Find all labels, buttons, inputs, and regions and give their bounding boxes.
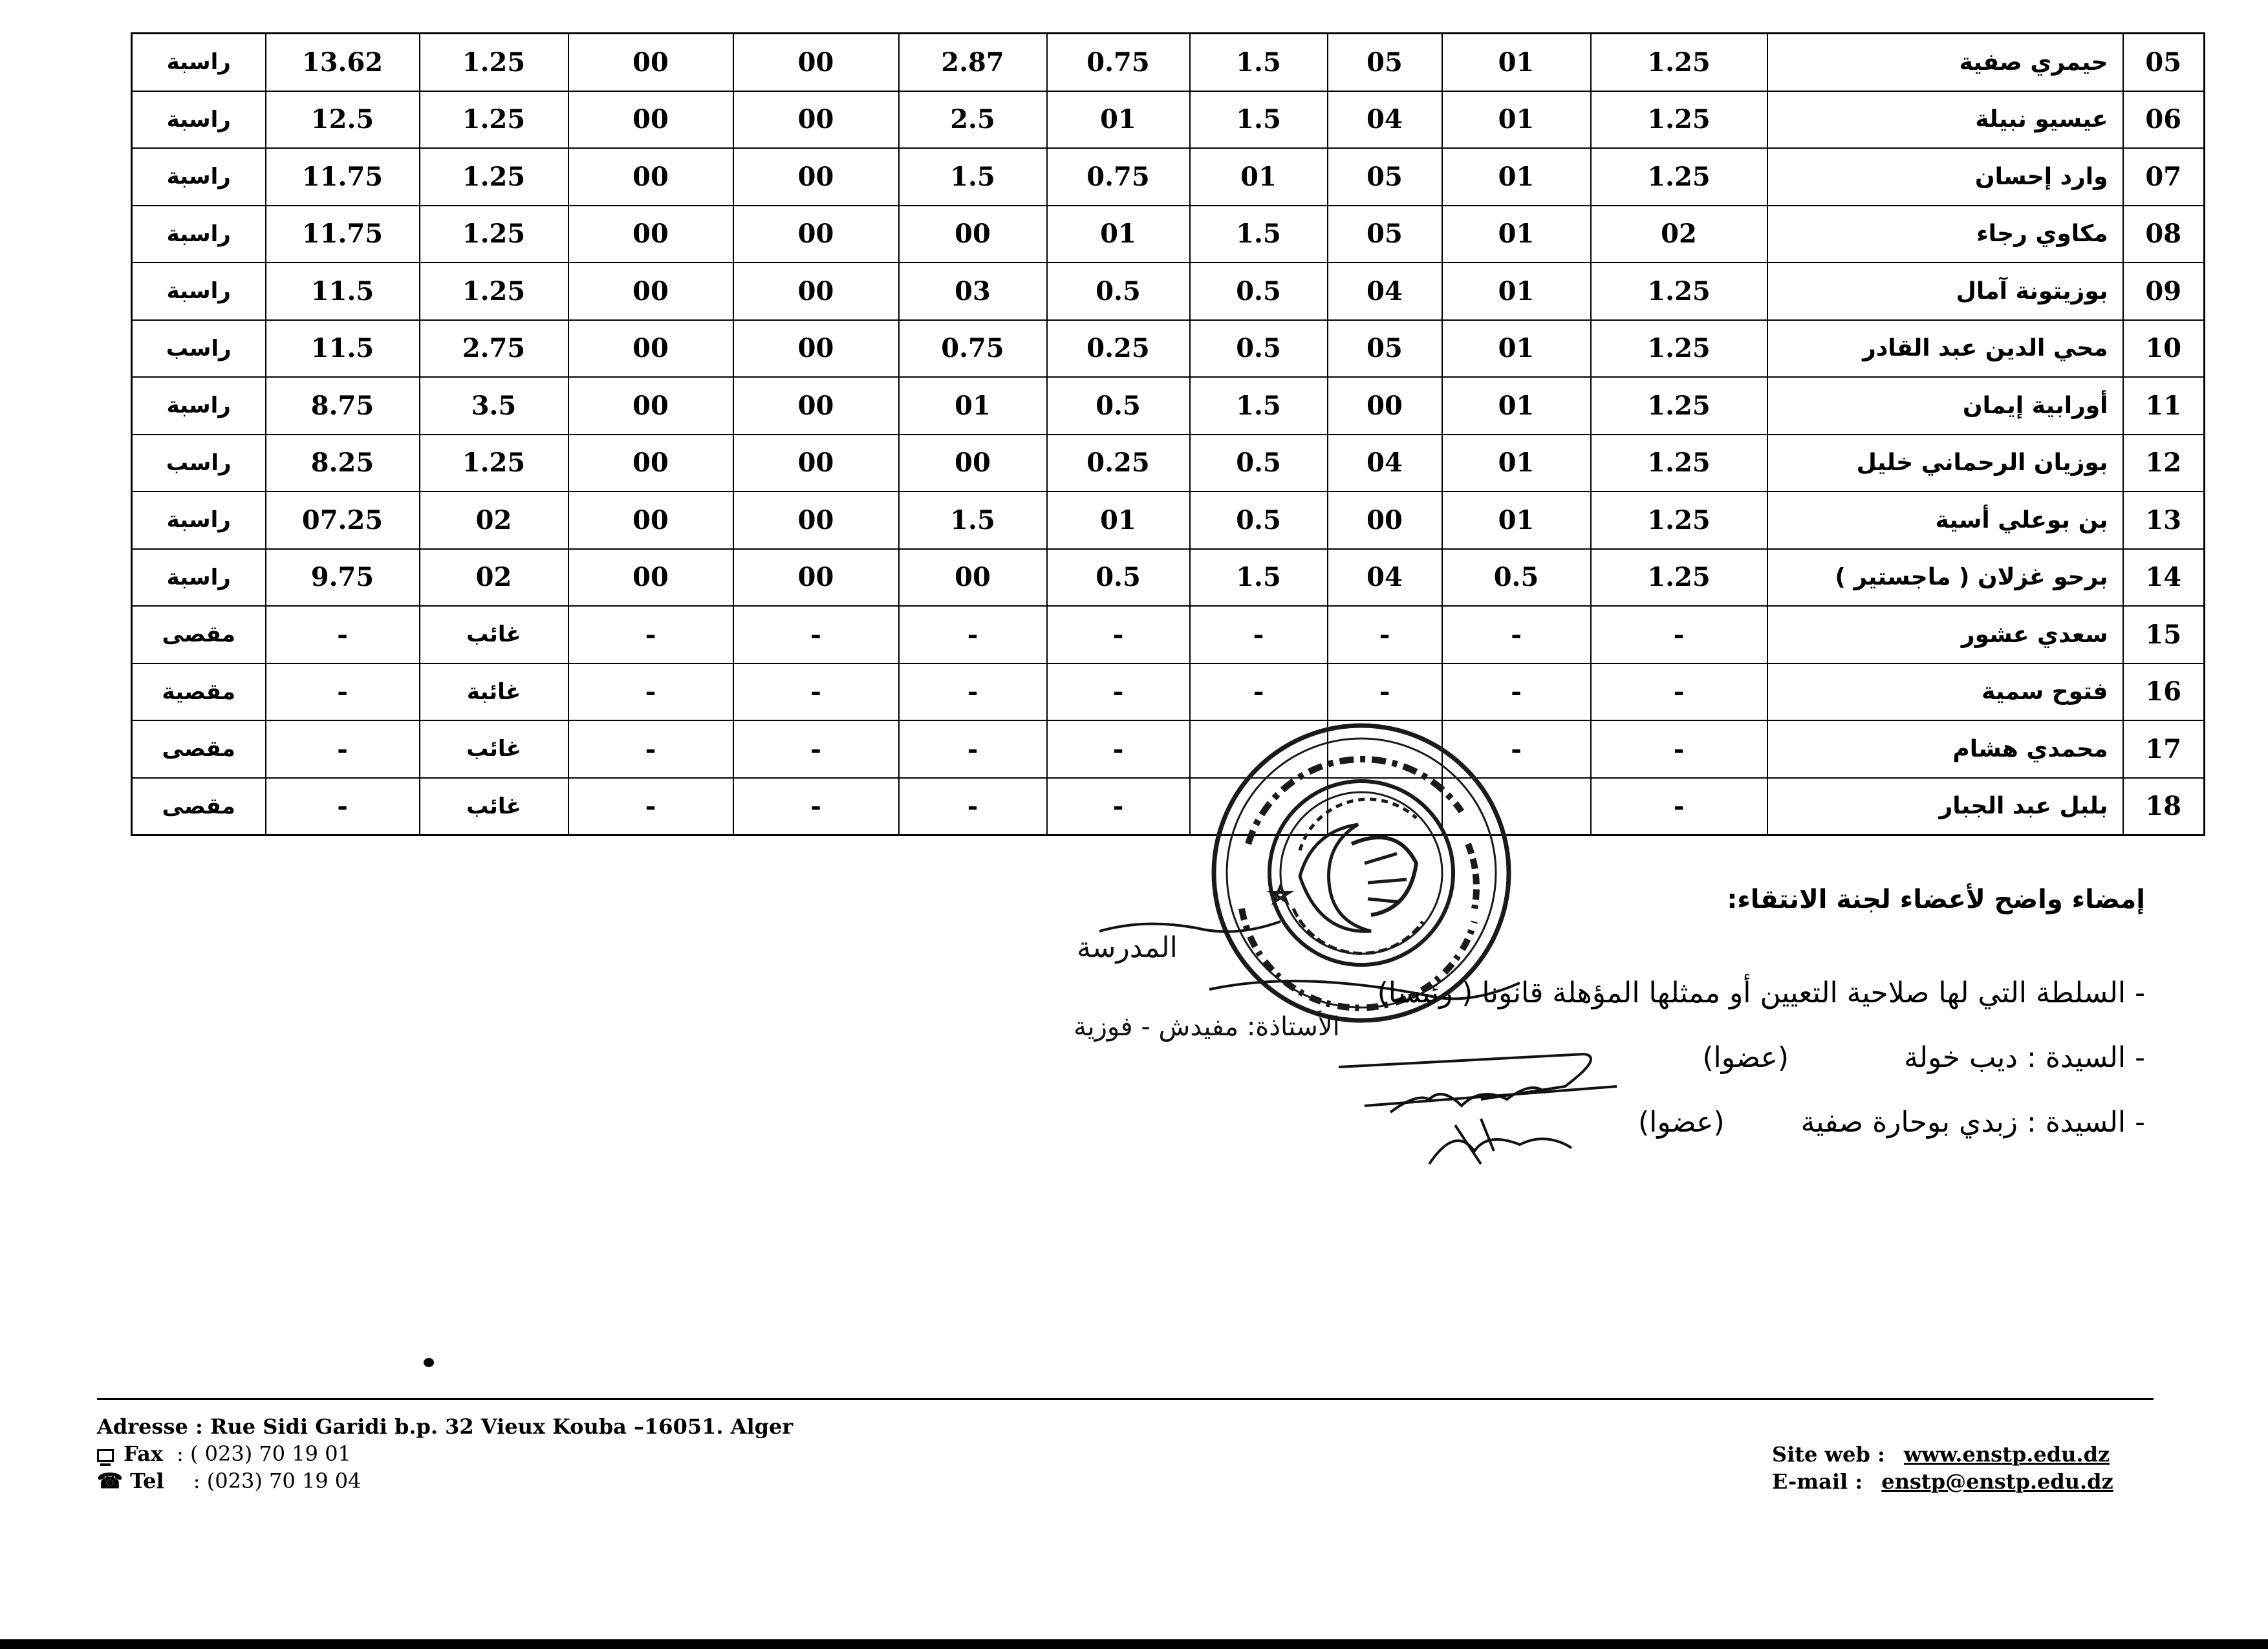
member-1-name: - السيدة : ديب خولة — [1904, 1041, 2145, 1074]
cell-status: راسبة — [132, 148, 266, 206]
cell-c1: - — [1591, 606, 1767, 663]
cell-c7: 00 — [733, 377, 899, 435]
cell-c7: 00 — [733, 549, 899, 607]
cell-total: 11.5 — [266, 320, 420, 378]
cell-c5: - — [1047, 720, 1190, 778]
cell-num: 14 — [2123, 549, 2205, 607]
cell-name: فتوح سمية — [1767, 663, 2123, 721]
cell-c4: 1.5 — [1190, 34, 1328, 91]
cell-c1: 1.25 — [1591, 549, 1767, 607]
cell-c4: 0.5 — [1190, 491, 1328, 549]
cell-c1: 1.25 — [1591, 491, 1767, 549]
cell-c3: 05 — [1328, 34, 1442, 91]
cell-c3: 04 — [1328, 435, 1442, 492]
cell-c8: 00 — [568, 549, 733, 607]
cell-c8: - — [568, 606, 733, 663]
fax-value: : ( 023) 70 19 01 — [177, 1441, 351, 1466]
cell-c4: 0.5 — [1190, 320, 1328, 378]
cell-num: 05 — [2123, 34, 2205, 91]
cell-num: 18 — [2123, 778, 2205, 835]
table-row — [132, 91, 2205, 149]
cell-c5: 0.5 — [1047, 263, 1190, 320]
cell-c3: 00 — [1328, 377, 1442, 435]
cell-c6: 2.5 — [899, 91, 1047, 149]
cell-name: بن بوعلي أسية — [1767, 491, 2123, 549]
cell-c6: - — [899, 720, 1047, 778]
cell-c2: 01 — [1442, 148, 1591, 206]
cell-c6: 00 — [899, 206, 1047, 263]
cell-c9: 1.25 — [420, 34, 568, 91]
ink-dot — [424, 1358, 434, 1367]
cell-c8: 00 — [568, 320, 733, 378]
cell-c4: 1.5 — [1190, 206, 1328, 263]
cell-c7: 00 — [733, 435, 899, 492]
cell-c2: 0.5 — [1442, 549, 1591, 607]
cell-c5: 01 — [1047, 91, 1190, 149]
cell-c7: - — [733, 606, 899, 663]
cell-total: 07.25 — [266, 491, 420, 549]
telephone-icon: ☎ — [97, 1469, 123, 1493]
cell-c8: 00 — [568, 206, 733, 263]
cell-name: أورابية إيمان — [1767, 377, 2123, 435]
cell-num: 12 — [2123, 435, 2205, 492]
cell-c2: 01 — [1442, 91, 1591, 149]
member-1-role: (عضوا) — [1702, 1041, 1789, 1074]
cell-c4: 1.5 — [1190, 549, 1328, 607]
cell-name: مكاوي رجاء — [1767, 206, 2123, 263]
cell-c5: - — [1047, 606, 1190, 663]
cell-c2: - — [1442, 663, 1591, 721]
cell-c4: 0.5 — [1190, 263, 1328, 320]
cell-c5: - — [1047, 778, 1190, 835]
cell-c3: 05 — [1328, 320, 1442, 378]
cell-c6: 00 — [899, 549, 1047, 607]
signature-line-member-2 — [1638, 1106, 2145, 1139]
cell-num: 15 — [2123, 606, 2205, 663]
cell-status: مقصى — [132, 720, 266, 778]
table-row — [132, 663, 2205, 721]
cell-c7: 00 — [733, 91, 899, 149]
cell-c7: 00 — [733, 206, 899, 263]
table-row — [132, 34, 2205, 91]
cell-c1: 1.25 — [1591, 34, 1767, 91]
cell-status: راسبة — [132, 549, 266, 607]
cell-name: بوزيان الرحماني خليل — [1767, 435, 2123, 492]
fax-label: Fax — [124, 1441, 163, 1466]
cell-c2: - — [1442, 720, 1591, 778]
cell-c7: 00 — [733, 491, 899, 549]
cell-c9: 3.5 — [420, 377, 568, 435]
cell-c5: 01 — [1047, 206, 1190, 263]
cell-status: مقصى — [132, 606, 266, 663]
cell-c3: 04 — [1328, 549, 1442, 607]
cell-c2: 01 — [1442, 377, 1591, 435]
cell-c5: 0.75 — [1047, 148, 1190, 206]
cell-num: 11 — [2123, 377, 2205, 435]
cell-name: محي الدين عبد القادر — [1767, 320, 2123, 378]
cell-c2: 01 — [1442, 320, 1591, 378]
cell-c3: 00 — [1328, 491, 1442, 549]
cell-c9: غائب — [420, 778, 568, 835]
cell-c5: 0.25 — [1047, 320, 1190, 378]
cell-c1: - — [1591, 663, 1767, 721]
table-row — [132, 377, 2205, 435]
signatures-title: إمضاء واضح لأعضاء لجنة الانتقاء: — [1727, 885, 2145, 914]
cell-c2: 01 — [1442, 206, 1591, 263]
cell-name: بوزيتونة آمال — [1767, 263, 2123, 320]
cell-c9: غائبة — [420, 663, 568, 721]
cell-c8: - — [568, 778, 733, 835]
cell-c1: 1.25 — [1591, 91, 1767, 149]
cell-total: 8.25 — [266, 435, 420, 492]
cell-c2: 01 — [1442, 491, 1591, 549]
cell-total: - — [266, 606, 420, 663]
cell-c1: - — [1591, 778, 1767, 835]
cell-status: راسب — [132, 320, 266, 378]
email-label: E-mail : — [1772, 1469, 1863, 1494]
cell-name: سعدي عشور — [1767, 606, 2123, 663]
cell-c6: - — [899, 663, 1047, 721]
table-row — [132, 320, 2205, 378]
cell-c4: 0.5 — [1190, 435, 1328, 492]
cell-c8: 00 — [568, 435, 733, 492]
member-2-name: - السيدة : زبدي بوحارة صفية — [1800, 1106, 2145, 1139]
table-row — [132, 549, 2205, 607]
table-row — [132, 148, 2205, 206]
cell-num: 08 — [2123, 206, 2205, 263]
cell-c3: 05 — [1328, 206, 1442, 263]
cell-c6: 1.5 — [899, 491, 1047, 549]
cell-c9: 02 — [420, 549, 568, 607]
cell-c5: 0.5 — [1047, 377, 1190, 435]
footer-address: Adresse : Rue Sidi Garidi b.p. 32 Vieux Kouba –16051. Alger — [97, 1414, 794, 1439]
cell-num: 07 — [2123, 148, 2205, 206]
cell-c9: 1.25 — [420, 435, 568, 492]
cell-c4: - — [1190, 606, 1328, 663]
cell-total: 11.75 — [266, 206, 420, 263]
cell-c9: 1.25 — [420, 206, 568, 263]
fax-icon — [97, 1449, 114, 1462]
cell-c7: - — [733, 720, 899, 778]
cell-num: 16 — [2123, 663, 2205, 721]
cell-num: 06 — [2123, 91, 2205, 149]
cell-c8: 00 — [568, 491, 733, 549]
cell-name: عيسيو نبيلة — [1767, 91, 2123, 149]
cell-total: 12.5 — [266, 91, 420, 149]
cell-c7: 00 — [733, 320, 899, 378]
scan-edge-bar — [0, 1639, 2268, 1649]
cell-c1: 1.25 — [1591, 148, 1767, 206]
cell-c6: - — [899, 778, 1047, 835]
cell-status: راسبة — [132, 91, 266, 149]
footer-web-block — [1772, 1441, 2113, 1495]
cell-name: محمدي هشام — [1767, 720, 2123, 778]
cell-c8: - — [568, 720, 733, 778]
cell-c3: 05 — [1328, 148, 1442, 206]
cell-c9: غائب — [420, 606, 568, 663]
site-label: Site web : — [1772, 1442, 1885, 1467]
table-row — [132, 206, 2205, 263]
cell-num: 09 — [2123, 263, 2205, 320]
cell-total: 8.75 — [266, 377, 420, 435]
cell-c5: - — [1047, 663, 1190, 721]
cell-total: 9.75 — [266, 549, 420, 607]
table-row — [132, 435, 2205, 492]
signature-line-member-1 — [1702, 1041, 2145, 1074]
cell-c7: 00 — [733, 34, 899, 91]
cell-c3: - — [1328, 606, 1442, 663]
cell-name: برحو غزلان ( ماجستير ) — [1767, 549, 2123, 607]
cell-status: راسب — [132, 435, 266, 492]
results-table — [131, 32, 2205, 836]
results-table-body — [132, 34, 2205, 835]
cell-status: مقصية — [132, 663, 266, 721]
cell-status: راسبة — [132, 263, 266, 320]
cell-num: 10 — [2123, 320, 2205, 378]
cell-c1: 1.25 — [1591, 435, 1767, 492]
cell-name: وارد إحسان — [1767, 148, 2123, 206]
cell-total: 11.5 — [266, 263, 420, 320]
footer-divider — [97, 1398, 2154, 1400]
cell-c6: 2.87 — [899, 34, 1047, 91]
cell-c7: - — [733, 663, 899, 721]
table-row — [132, 720, 2205, 778]
cell-total: 13.62 — [266, 34, 420, 91]
cell-num: 17 — [2123, 720, 2205, 778]
handwritten-school-label: المدرسة — [1077, 931, 1178, 964]
cell-c4: 1.5 — [1190, 91, 1328, 149]
cell-c1: 02 — [1591, 206, 1767, 263]
cell-c1: 1.25 — [1591, 320, 1767, 378]
cell-c2: 01 — [1442, 435, 1591, 492]
cell-c8: 00 — [568, 263, 733, 320]
cell-c2: 01 — [1442, 263, 1591, 320]
cell-c8: 00 — [568, 377, 733, 435]
cell-c9: 1.25 — [420, 148, 568, 206]
cell-c9: غائب — [420, 720, 568, 778]
cell-name: حيمري صفية — [1767, 34, 2123, 91]
cell-c1: - — [1591, 720, 1767, 778]
cell-c8: 00 — [568, 34, 733, 91]
cell-c6: 1.5 — [899, 148, 1047, 206]
cell-status: راسبة — [132, 206, 266, 263]
table-row — [132, 778, 2205, 835]
cell-c9: 1.25 — [420, 91, 568, 149]
tel-label: Tel — [130, 1469, 164, 1493]
tel-value: : (023) 70 19 04 — [193, 1469, 362, 1493]
cell-total: - — [266, 720, 420, 778]
cell-c9: 02 — [420, 491, 568, 549]
cell-name: بلبل عبد الجبار — [1767, 778, 2123, 835]
cell-c5: 0.5 — [1047, 549, 1190, 607]
cell-c3: - — [1328, 663, 1442, 721]
cell-c6: 01 — [899, 377, 1047, 435]
cell-total: 11.75 — [266, 148, 420, 206]
cell-c9: 1.25 — [420, 263, 568, 320]
cell-status: راسبة — [132, 34, 266, 91]
email-link[interactable]: enstp@enstp.edu.dz — [1881, 1469, 2113, 1494]
cell-status: راسبة — [132, 377, 266, 435]
cell-c7: 00 — [733, 263, 899, 320]
cell-c5: 0.75 — [1047, 34, 1190, 91]
cell-c4: 1.5 — [1190, 377, 1328, 435]
member-2-role: (عضوا) — [1637, 1106, 1725, 1139]
cell-c9: 2.75 — [420, 320, 568, 378]
cell-c8: - — [568, 663, 733, 721]
cell-c8: 00 — [568, 91, 733, 149]
cell-c4: 01 — [1190, 148, 1328, 206]
cell-c8: 00 — [568, 148, 733, 206]
table-row — [132, 263, 2205, 320]
cell-total: - — [266, 778, 420, 835]
cell-c5: 0.25 — [1047, 435, 1190, 492]
site-link[interactable]: www.enstp.edu.dz — [1903, 1442, 2110, 1467]
cell-c6: 00 — [899, 435, 1047, 492]
cell-c1: 1.25 — [1591, 263, 1767, 320]
table-row — [132, 491, 2205, 549]
cell-c3: 04 — [1328, 263, 1442, 320]
cell-c7: - — [733, 778, 899, 835]
signature-line-authority: - السلطة التي لها صلاحية التعيين أو ممثلها المؤهلة قانونا ( رئيسا) — [1377, 976, 2145, 1009]
cell-status: راسبة — [132, 491, 266, 549]
cell-total: - — [266, 663, 420, 721]
cell-c5: 01 — [1047, 491, 1190, 549]
cell-c2: 01 — [1442, 34, 1591, 91]
handwritten-name-label: الأستاذة: مفيدش - فوزية — [1074, 1012, 1340, 1042]
cell-c2: - — [1442, 606, 1591, 663]
table-row — [132, 606, 2205, 663]
cell-c1: 1.25 — [1591, 377, 1767, 435]
cell-num: 13 — [2123, 491, 2205, 549]
cell-c4: - — [1190, 663, 1328, 721]
cell-c6: 0.75 — [899, 320, 1047, 378]
footer-address-block — [97, 1413, 793, 1494]
cell-c7: 00 — [733, 148, 899, 206]
cell-c6: - — [899, 606, 1047, 663]
cell-c6: 03 — [899, 263, 1047, 320]
cell-status: مقصى — [132, 778, 266, 835]
cell-c3: 04 — [1328, 91, 1442, 149]
